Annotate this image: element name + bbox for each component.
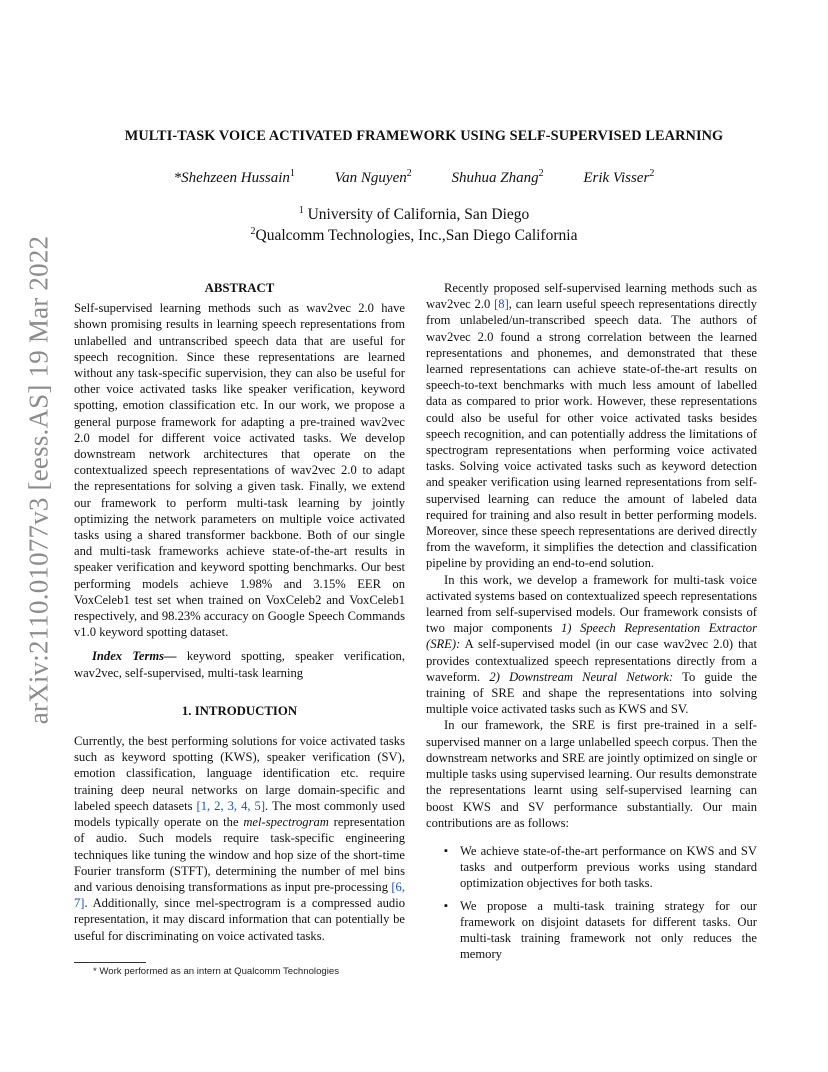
right-paragraph-1: Recently proposed self-supervised learning methods such as wav2vec 2.0 [8], can learn useful speech representations directly from unlabeled/un-transcribed speech data. The authors of wav2vec 2.0 found a strong correlation between the learned representations and phonemes, and demonstrated that these learned representations can achieve state-of-the-art results on speech-to-text benchmarks with much less amount of labelled data as compared to prior work. However, these representations could also be useful for other voice activated tasks besides speech recognition, and can potentially address the limitations of spectrogram representations when performing voice activated tasks. Solving voice activated tasks such as keyword detection and speaker verification using learned representations from self-supervised learning can reduce the amount of labeled data required for training and also result in better performing models. Moreover, since these speech representations are derived directly from the waveform, it simplifies the detection and classification pipeline by providing an end-to-end solution. [426, 281, 757, 571]
contributions-list [426, 843, 757, 962]
right-paragraph-2: In this work, we develop a framework for multi-task voice activated systems based on contextualized speech representations learned from self-supervised models. Our framework consists of two major components 1) Speech Representation Extractor (SRE): A self-supervised model (in our case wav2vec 2.0) that provides contextualized speech representations directly from a waveform. 2) Downstream Neural Network: To guide the training of SRE and shape the representations into solving multiple voice activated tasks such as KWS and SV. [426, 572, 757, 717]
left-column [74, 280, 405, 944]
footnote-divider [74, 962, 146, 963]
arxiv-identifier[interactable]: arXiv:2110.01077v3 [eess.AS] 19 Mar 2022 [23, 235, 54, 725]
author-3: Shuhua Zhang$^2$ [451, 168, 544, 186]
author-list [0, 168, 828, 187]
index-terms: Index Terms— keyword spotting, speaker verification, wav2vec, self-supervised, multi-task learning [74, 649, 405, 680]
list-item: ▪ We achieve state-of-the-art performance on KWS and SV tasks and outperform previous works using standard optimization objectives for both tasks. [426, 843, 757, 892]
affiliation-1: $^1$ University of California, San Diego [298, 205, 530, 224]
list-item: ▪ We propose a multi-task training strategy for our framework on disjoint datasets for different tasks. Our multi-task training framework not only reduces the memory [426, 898, 757, 963]
paper-title: MULTI-TASK VOICE ACTIVATED FRAMEWORK USING SELF-SUPERVISED LEARNING [124, 128, 724, 144]
abstract-text: Self-supervised learning methods such as wav2vec 2.0 have shown promising results in learning speech representations from unlabelled and untranscribed speech data that are useful for speech recognition. Since these representations are learned without any task-specific supervision, they can also be useful for other voice activated tasks like speaker verification, keyword spotting, emotion classification etc. In our work, we propose a general purpose framework for adapting a pre-trained wav2vec 2.0 model for different voice activated tasks. We develop downstream network architectures that operate on the contextualized speech representations of wav2vec 2.0 to adapt the representations for solving a given task. Finally, we extend our framework to perform multi-task learning by jointly optimizing the network parameters on multiple voice activated tasks using a shared transformer backbone. Both of our single and multi-task frameworks achieve state-of-the-art results in speaker verification and keyword spotting benchmarks. Our best performing models achieve 1.98% and 3.15% EER on VoxCeleb1 test set when trained on VoxCeleb2 and VoxCeleb1 respectively, and 98.23% accuracy on Google Speech Commands v1.0 keyword spotting dataset. [74, 301, 405, 640]
right-paragraph-3: In our framework, the SRE is first pre-trained in a self-supervised manner on a large unlabelled speech corpus. Then the downstream networks and SRE are jointly optimized on single or multiple tasks using supervised learning. Our results demonstrate the representations learnt using self-supervised learning can boost KWS and SV performance substantially. Our main contributions are as follows: [426, 718, 757, 830]
index-terms-label: Index Terms— [92, 649, 177, 664]
citation-link[interactable]: [1, 2, 3, 4, 5] [196, 798, 266, 813]
citation-link[interactable]: [8] [494, 297, 509, 312]
author-2: Van Nguyen$^2$ [334, 168, 412, 186]
citation-link[interactable]: [6, 7] [74, 879, 405, 911]
introduction-heading: 1. INTRODUCTION [181, 703, 298, 718]
abstract-heading: ABSTRACT [204, 281, 275, 295]
footnote: * Work performed as an intern at Qualcomm Technologies [93, 966, 340, 977]
arxiv-stamp [22, 235, 56, 725]
author-1: *Shehzeen Hussain$^1$ [173, 168, 295, 186]
author-4: Erik Visser$^2$ [583, 168, 655, 186]
intro-paragraph: Currently, the best performing solutions for voice activated tasks such as keyword spotting (KWS), speaker verification (SV), emotion classification, language identification etc. require training deep neural networks on large domain-specific and labeled speech datasets [1, 2, 3, 4, 5]. The most commonly used models typically operate on the mel-spectrogram representation of audio. Such models require task-specific engineering techniques like tuning the window and hop size of the short-time Fourier transform (STFT), determining the number of mel bins and various denoising transformations as input pre-processing [6, 7]. Additionally, since mel-spectrogram is a compressed audio representation, it may discard information that can potentially be useful for discriminating on voice activated tasks. [74, 734, 405, 943]
affiliation-2: $^2$Qualcomm Technologies, Inc.,San Diego California [250, 226, 578, 245]
right-column [426, 280, 757, 968]
